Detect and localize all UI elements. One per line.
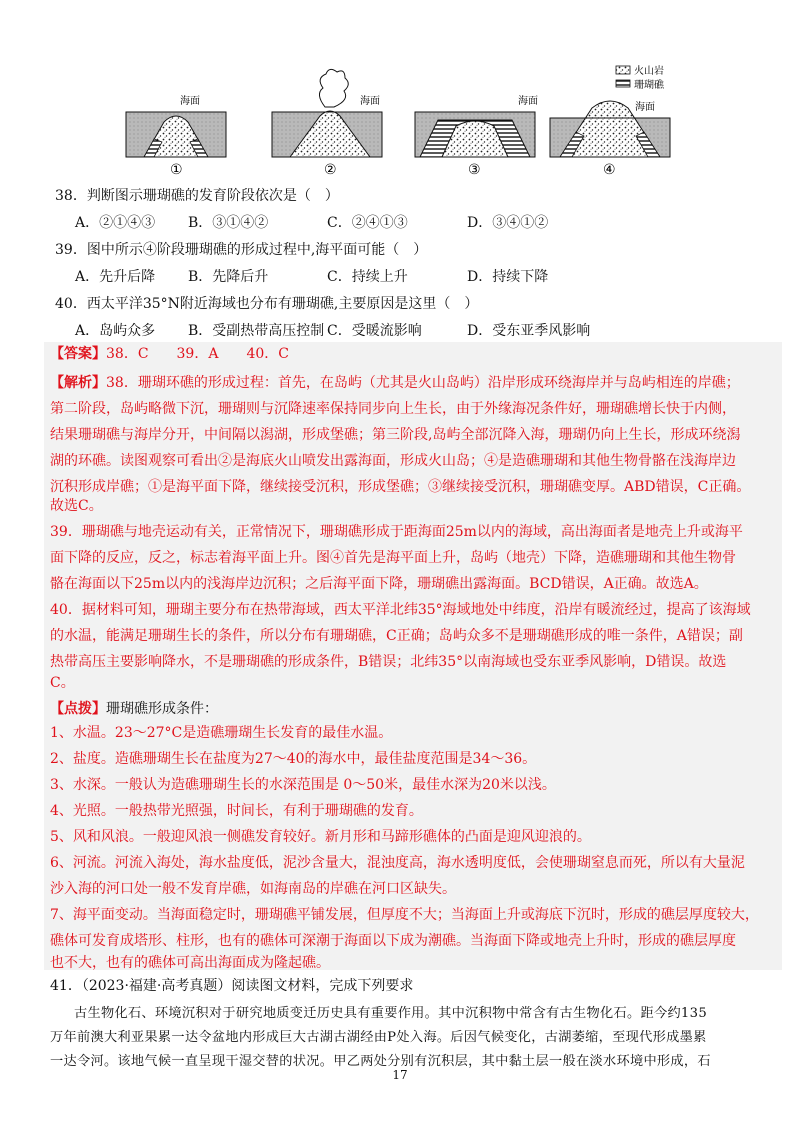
- analysis-line-12: 热带高压主要影响降水，不是珊瑚礁的形成条件，B错误；北纬35°以南海域也受东亚季风影响，D错误。故选: [50, 654, 727, 670]
- stage-3-panel: [415, 94, 538, 157]
- q39-option-d: D．持续下降: [467, 269, 549, 285]
- analysis-line-5: 沉积形成岸礁；①是海平面下降，继续接受沉积，形成堡礁；③继续接受沉积，珊瑚礁变厚。ABD错误，C正确。: [50, 479, 751, 495]
- tip-line-10: 也不大，也有的礁体可高出海面成为隆起礁。: [50, 955, 330, 971]
- tip-line-3: 3、水深。一般认为造礁珊瑚生长的水深范围是 0～50米，最佳水深为20米以浅。: [50, 777, 556, 793]
- question-38-stem: 38．判断图示珊瑚礁的发育阶段依次是（ ）: [55, 188, 339, 204]
- sea-level-label-4: 海面: [635, 102, 655, 113]
- analysis-line-10: 40．据材料可知，珊瑚主要分布在热带海域，西太平洋北纬35°海域地处中纬度，沿岸有暖流经过，提高了该海域: [50, 602, 751, 618]
- analysis-line-13: C。: [50, 675, 75, 691]
- q38-option-c: C．②④①③: [327, 215, 408, 231]
- q40-option-d: D．受东亚季风影响: [467, 323, 591, 339]
- tip-line-2: 2、盐度。造礁珊瑚生长在盐度为27～40的海水中，最佳盐度范围是34～36。: [50, 751, 537, 767]
- answer-text: 38．C 39．A 40．C: [106, 346, 289, 362]
- tip-line-4: 4、光照。一般热带光照强，时间长，有利于珊瑚礁的发育。: [50, 803, 423, 819]
- q38-option-a: A．②①④③: [75, 215, 156, 231]
- page-number: 17: [392, 1068, 408, 1082]
- stage-number-4: ④: [603, 162, 616, 178]
- analysis-line-3: 结果珊瑚礁与海岸分开，中间隔以潟湖，形成堡礁；第三阶段,岛屿全部沉降入海，珊瑚仍向上生长，形成环绕潟: [50, 427, 741, 443]
- q39-option-c: C．持续上升: [327, 269, 408, 285]
- q40-option-c: C．受暖流影响: [327, 323, 422, 339]
- q41-passage-line-1: 古生物化石、环境沉积对于研究地质变迁历史具有重要作用。其中沉积物中常含有古生物化石。距今约135: [74, 1006, 708, 1021]
- q41-passage-line-3: 一达令河。该地气候一直呈现干湿交替的状况。甲乙两处分别有沉积层，其中黏土层一般在淡水环境中形成，石: [50, 1054, 711, 1069]
- analysis-line-9: 骼在海面以下25m以内的浅海岸边沉积；之后海平面下降，珊瑚礁出露海面。BCD错误，A正确。故选A。: [50, 576, 708, 592]
- analysis-line-6: 故选C。: [50, 498, 103, 514]
- tips-label: 【点拨】: [50, 701, 106, 717]
- tips-title: 珊瑚礁形成条件：: [106, 701, 218, 717]
- stage-1-panel: [126, 94, 226, 157]
- question-41-stem: 41．（2023·福建·高考真题）阅读图文材料，完成下列要求: [50, 978, 414, 994]
- analysis-line-7: 39．珊瑚礁与地壳运动有关，正常情况下，珊瑚礁形成于距海面25m以内的海域，高出海面者是地壳上升或海平: [50, 524, 743, 540]
- tips-heading: [50, 699, 775, 719]
- analysis-line-2: 第二阶段，岛屿略微下沉，珊瑚则与沉降速率保持同步向上生长，由于外缘海况条件好，珊瑚礁增长快于内侧，: [50, 401, 736, 417]
- sea-level-label-2: 海面: [360, 96, 380, 107]
- stage-number-2: ②: [324, 162, 337, 178]
- q38-option-b: B．③①④②: [188, 215, 269, 231]
- tip-line-1: 1、水温。23～27°C是造礁珊瑚生长发育的最佳水温。: [50, 725, 393, 741]
- q40-option-a: A．岛屿众多: [75, 323, 156, 339]
- tip-line-9: 礁体可发育成塔形、柱形，也有的礁体可深潮于海面以下成为潮礁。当海面下降或地壳上升时，形成的礁层厚度: [50, 933, 736, 949]
- analysis-line-4: 湖的环礁。读图观察可看出②是海底火山喷发出露海面，形成火山岛；④是造礁珊瑚和其他生物骨骼在浅海岸边: [50, 453, 736, 469]
- sea-level-label-3: 海面: [518, 96, 538, 107]
- analysis-line-8: 面下降的反应，反之，标志着海平面上升。图④首先是海平面上升，岛屿（地壳）下降，造礁珊瑚和其他生物骨: [50, 550, 736, 566]
- legend-volcanic-label: 火山岩: [634, 66, 664, 77]
- stage-number-3: ③: [468, 162, 481, 178]
- coral-reef-figure: [120, 60, 690, 180]
- legend-reef-label: 珊瑚礁: [634, 80, 664, 91]
- answer-line: [50, 344, 775, 364]
- sea-level-label-1: 海面: [180, 96, 200, 107]
- stage-4-panel: [550, 100, 670, 157]
- question-40-stem: 40．西太平洋35°N附近海域也分布有珊瑚礁,主要原因是这里（ ）: [55, 296, 479, 312]
- analysis-line-1: 【解析】38．珊瑚环礁的形成过程：首先，在岛屿（尤其是火山岛屿）沿岸形成环绕海岸并与岛屿相连的岸礁；: [50, 375, 740, 391]
- analysis-label: 【解析】: [50, 375, 106, 391]
- tip-line-5: 5、风和风浪。一般迎风浪一侧礁发育较好。新月形和马蹄形礁体的凸面是迎风迎浪的。: [50, 829, 591, 845]
- answer-label: 【答案】: [50, 346, 106, 362]
- stage-number-1: ①: [170, 162, 183, 178]
- q40-option-b: B．受副热带高压控制: [188, 323, 325, 339]
- stage-2-panel: [272, 69, 382, 157]
- q38-option-d: D．③④①②: [467, 215, 549, 231]
- q39-option-b: B．先降后升: [188, 269, 269, 285]
- q41-passage-line-2: 万年前澳大利亚果累一达令盆地内形成巨大古湖古湖经由P处入海。后因气候变化，古湖萎缩，至现代形成墨累: [50, 1030, 707, 1045]
- tip-line-6: 6、河流。河流入海处，海水盐度低，泥沙含量大，混浊度高，海水透明度低，会使珊瑚窒息而死，所以有大量泥: [50, 855, 745, 871]
- tip-line-7: 沙入海的河口处一般不发育岸礁，如海南岛的岸礁在河口区缺失。: [50, 881, 456, 897]
- analysis-line-11: 的水温，能满足珊瑚生长的条件，所以分布有珊瑚礁，C正确；岛屿众多不是珊瑚礁形成的唯一条件，A错误；副: [50, 628, 743, 644]
- q39-option-a: A．先升后降: [75, 269, 156, 285]
- question-39-stem: 39．图中所示④阶段珊瑚礁的形成过程中,海平面可能（ ）: [55, 242, 428, 258]
- figure-legend: [616, 64, 665, 91]
- tip-line-8: 7、海平面变动。当海面稳定时，珊瑚礁平铺发展，但厚度不大；当海面上升或海底下沉时，形成的礁层厚度较大，: [50, 907, 759, 923]
